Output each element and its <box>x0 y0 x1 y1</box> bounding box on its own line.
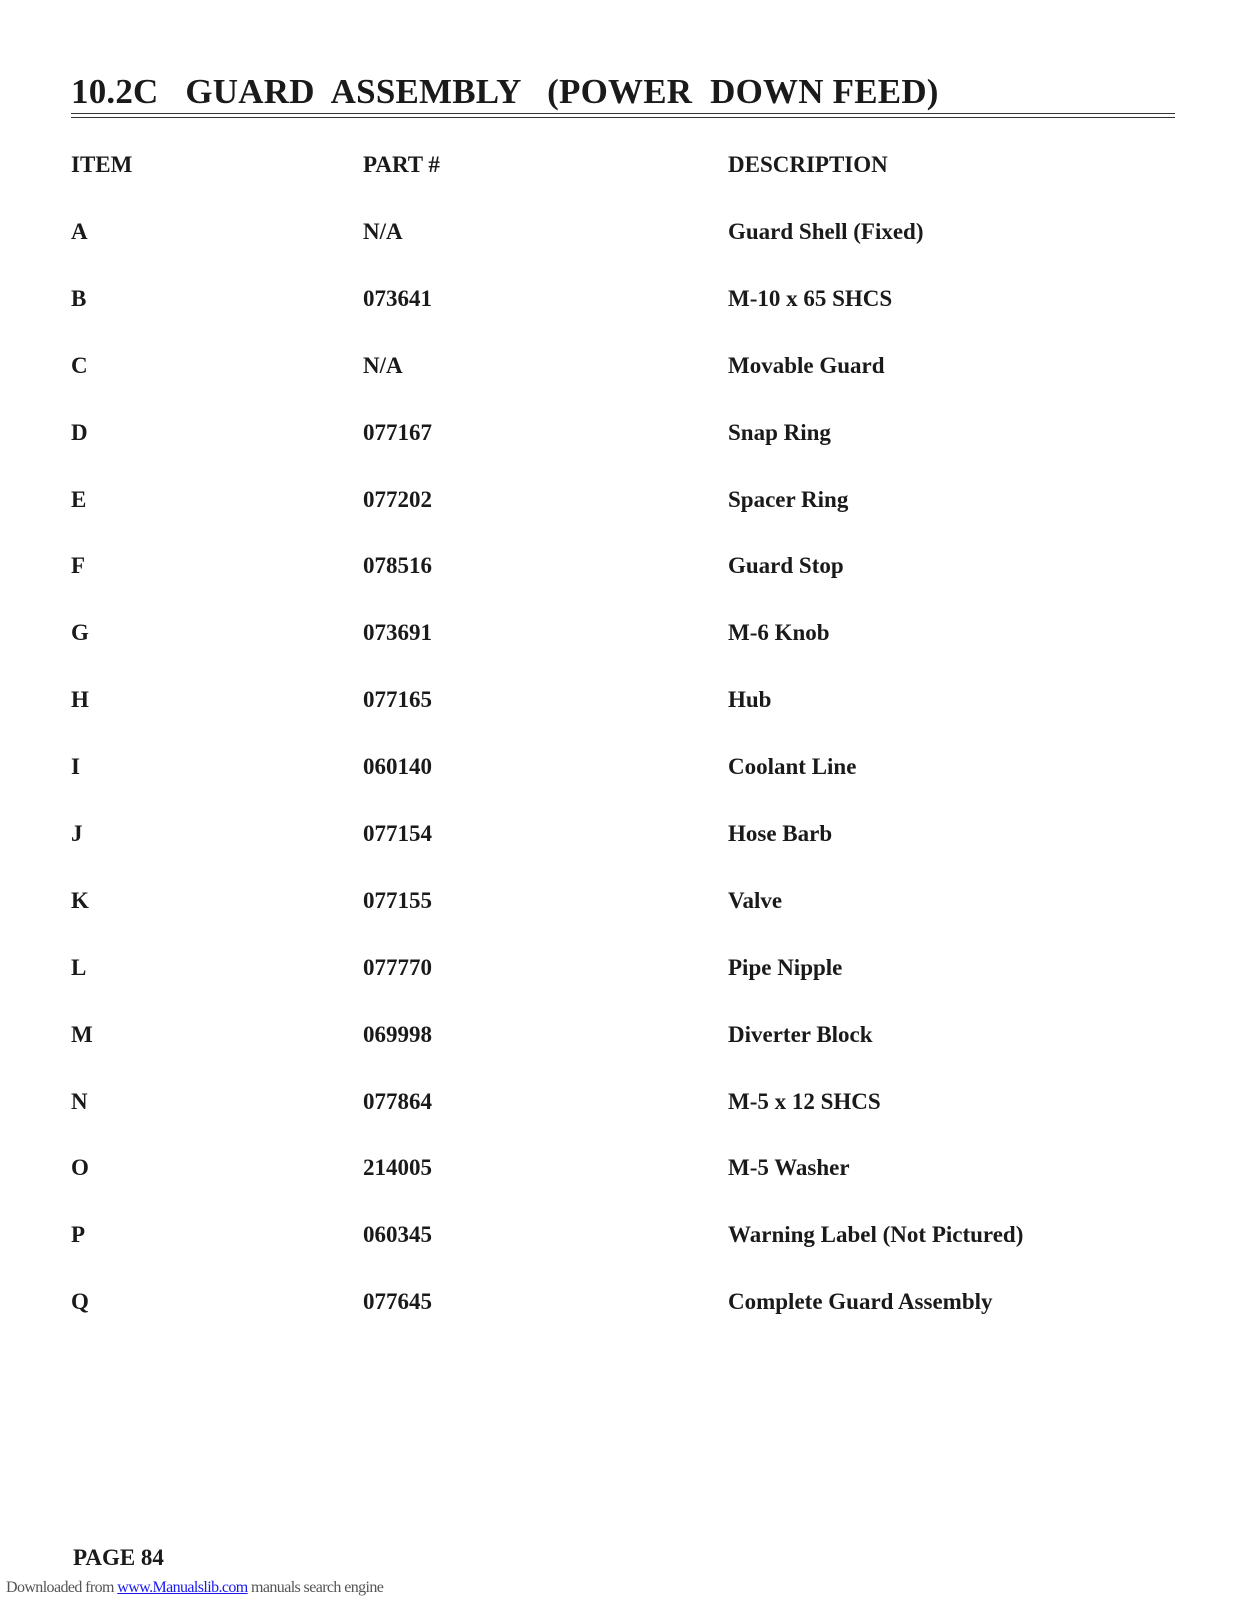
row-description: Spacer Ring <box>728 486 849 512</box>
table-row <box>0 353 1237 420</box>
table-row <box>0 687 1237 754</box>
table-row <box>0 1089 1237 1156</box>
row-item: B <box>71 285 87 311</box>
table-row <box>0 1155 1237 1222</box>
row-description: Snap Ring <box>728 419 831 445</box>
row-part-number: 077645 <box>363 1289 432 1315</box>
row-item: Q <box>71 1289 89 1315</box>
row-part-number: 077167 <box>363 419 432 445</box>
table-row <box>0 955 1237 1022</box>
row-item: H <box>71 687 89 713</box>
row-item: O <box>71 1155 89 1181</box>
row-item: A <box>71 219 88 244</box>
table-row <box>0 821 1237 888</box>
row-part-number: 073691 <box>363 620 432 646</box>
parts-table <box>0 219 1237 1356</box>
footer-prefix: Downloaded from <box>6 1579 118 1596</box>
table-row <box>0 219 1237 286</box>
row-part-number: 077165 <box>363 687 432 713</box>
table-row <box>0 553 1237 620</box>
row-item: K <box>71 887 89 913</box>
row-description: Pipe Nipple <box>728 954 843 980</box>
table-row <box>0 420 1237 487</box>
row-description: Coolant Line <box>728 754 857 780</box>
row-part-number: 077155 <box>363 887 432 913</box>
table-row <box>0 620 1237 687</box>
title-rule-top <box>71 113 1175 114</box>
row-description: Warning Label (Not Pictured) <box>728 1222 1024 1248</box>
row-part-number: 069998 <box>363 1021 432 1047</box>
row-item: N <box>71 1088 88 1114</box>
row-description: Hose Barb <box>728 821 833 847</box>
row-item: I <box>71 754 80 780</box>
row-description: Hub <box>728 687 772 713</box>
row-part-number: 077770 <box>363 954 432 980</box>
row-description: M-5 x 12 SHCS <box>728 1088 881 1114</box>
header-description: DESCRIPTION <box>728 152 888 177</box>
row-description: M-5 Washer <box>728 1155 850 1181</box>
page-number: PAGE 84 <box>73 1545 164 1570</box>
row-part-number: 077154 <box>363 821 432 847</box>
page-title: 10.2C GUARD ASSEMBLY (POWER DOWN FEED) <box>71 72 939 111</box>
row-part-number: 078516 <box>363 553 432 579</box>
row-description: Guard Stop <box>728 553 844 579</box>
row-item: J <box>71 821 83 847</box>
header-part: PART # <box>363 152 440 177</box>
row-description: M-6 Knob <box>728 620 830 646</box>
row-description: Guard Shell (Fixed) <box>728 219 924 244</box>
row-description: M-10 x 65 SHCS <box>728 285 893 311</box>
row-item: G <box>71 620 89 646</box>
row-part-number: N/A <box>363 219 403 244</box>
row-item: C <box>71 352 88 378</box>
table-row <box>0 888 1237 955</box>
download-footer <box>6 1579 383 1597</box>
table-row <box>0 1222 1237 1289</box>
table-row <box>0 1289 1237 1356</box>
row-item: E <box>71 486 87 512</box>
row-description: Movable Guard <box>728 352 885 378</box>
row-item: D <box>71 419 88 445</box>
header-item: ITEM <box>71 152 133 177</box>
table-row <box>0 487 1237 554</box>
row-part-number: 060140 <box>363 754 432 780</box>
row-description: Valve <box>728 887 783 913</box>
row-item: M <box>71 1021 93 1047</box>
table-row <box>0 286 1237 353</box>
footer-suffix: manuals search engine <box>247 1579 384 1596</box>
row-item: F <box>71 553 86 579</box>
row-description: Diverter Block <box>728 1021 873 1047</box>
row-part-number: 077202 <box>363 486 432 512</box>
manualslib-link[interactable]: www.Manualslib.com <box>117 1579 248 1596</box>
row-item: P <box>71 1222 86 1248</box>
row-part-number: 073641 <box>363 285 432 311</box>
table-row <box>0 1022 1237 1089</box>
table-header <box>0 152 1237 182</box>
row-part-number: N/A <box>363 352 403 378</box>
title-rule-bottom <box>71 117 1175 118</box>
row-part-number: 214005 <box>363 1155 432 1181</box>
row-part-number: 077864 <box>363 1088 432 1114</box>
row-description: Complete Guard Assembly <box>728 1289 993 1315</box>
row-part-number: 060345 <box>363 1222 432 1248</box>
row-item: L <box>71 954 87 980</box>
table-row <box>0 754 1237 821</box>
